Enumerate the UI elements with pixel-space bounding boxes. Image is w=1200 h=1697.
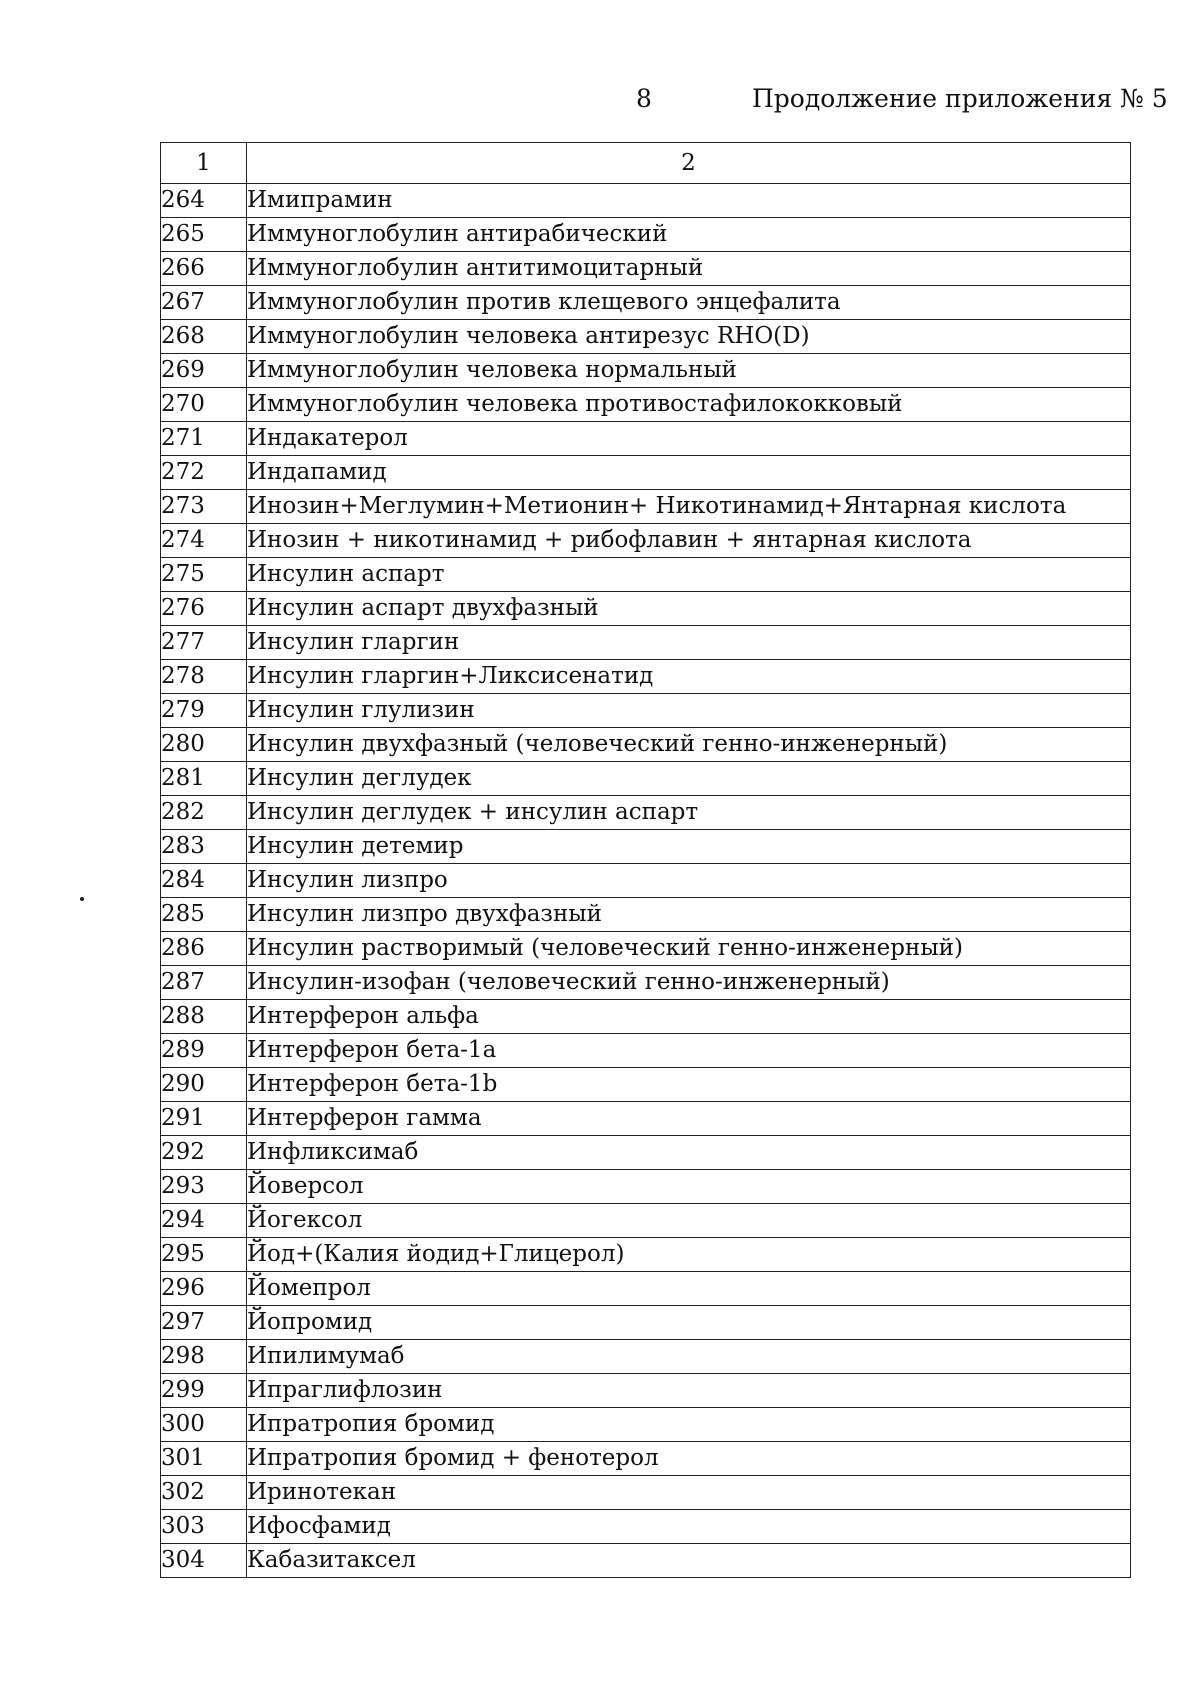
table-row xyxy=(161,694,1131,728)
row-number: 291 xyxy=(161,1102,247,1136)
row-number: 281 xyxy=(161,762,247,796)
row-number: 290 xyxy=(161,1068,247,1102)
drug-name: Йогексол xyxy=(247,1204,1131,1238)
table-row xyxy=(161,1272,1131,1306)
table-row xyxy=(161,1374,1131,1408)
row-number: 298 xyxy=(161,1340,247,1374)
table-row xyxy=(161,796,1131,830)
drug-name: Инсулин детемир xyxy=(247,830,1131,864)
table-row xyxy=(161,762,1131,796)
row-number: 286 xyxy=(161,932,247,966)
table-row xyxy=(161,1476,1131,1510)
table-row xyxy=(161,1068,1131,1102)
row-number: 302 xyxy=(161,1476,247,1510)
page-number: 8 xyxy=(636,84,652,113)
drug-name: Инфликсимаб xyxy=(247,1136,1131,1170)
column-header-number: 1 xyxy=(161,143,247,184)
table-row xyxy=(161,1102,1131,1136)
table-row xyxy=(161,898,1131,932)
row-number: 273 xyxy=(161,490,247,524)
table-row xyxy=(161,626,1131,660)
drug-name: Инсулин растворимый (человеческий генно-инженерный) xyxy=(247,932,1131,966)
drug-name: Инсулин глулизин xyxy=(247,694,1131,728)
drug-name: Кабазитаксел xyxy=(247,1544,1131,1578)
row-number: 265 xyxy=(161,218,247,252)
row-number: 279 xyxy=(161,694,247,728)
drug-name: Йопромид xyxy=(247,1306,1131,1340)
drug-name: Ипратропия бромид + фенотерол xyxy=(247,1442,1131,1476)
drug-table xyxy=(160,142,1131,1578)
drug-name: Интерферон бета-1b xyxy=(247,1068,1131,1102)
drug-name: Имипрамин xyxy=(247,184,1131,218)
row-number: 296 xyxy=(161,1272,247,1306)
row-number: 282 xyxy=(161,796,247,830)
table-row xyxy=(161,320,1131,354)
table-row xyxy=(161,966,1131,1000)
scan-dot xyxy=(80,897,84,901)
table-row xyxy=(161,218,1131,252)
table-row xyxy=(161,1000,1131,1034)
drug-name: Иммуноглобулин человека нормальный xyxy=(247,354,1131,388)
table-row xyxy=(161,932,1131,966)
row-number: 285 xyxy=(161,898,247,932)
drug-name: Индапамид xyxy=(247,456,1131,490)
row-number: 297 xyxy=(161,1306,247,1340)
table-row xyxy=(161,1544,1131,1578)
drug-name: Интерферон гамма xyxy=(247,1102,1131,1136)
drug-name: Йоверсол xyxy=(247,1170,1131,1204)
table-row xyxy=(161,1136,1131,1170)
row-number: 287 xyxy=(161,966,247,1000)
table-row xyxy=(161,1204,1131,1238)
row-number: 275 xyxy=(161,558,247,592)
row-number: 283 xyxy=(161,830,247,864)
row-number: 272 xyxy=(161,456,247,490)
table-row xyxy=(161,592,1131,626)
table-row xyxy=(161,388,1131,422)
drug-name: Иммуноглобулин против клещевого энцефалита xyxy=(247,286,1131,320)
drug-name: Ифосфамид xyxy=(247,1510,1131,1544)
row-number: 280 xyxy=(161,728,247,762)
drug-name: Инсулин аспарт двухфазный xyxy=(247,592,1131,626)
row-number: 301 xyxy=(161,1442,247,1476)
row-number: 288 xyxy=(161,1000,247,1034)
table-row xyxy=(161,1170,1131,1204)
table-row xyxy=(161,1034,1131,1068)
table-row xyxy=(161,490,1131,524)
drug-name: Иммуноглобулин антитимоцитарный xyxy=(247,252,1131,286)
row-number: 271 xyxy=(161,422,247,456)
row-number: 304 xyxy=(161,1544,247,1578)
table-row xyxy=(161,1510,1131,1544)
table-row xyxy=(161,286,1131,320)
table-header-row xyxy=(161,143,1131,184)
drug-name: Ипраглифлозин xyxy=(247,1374,1131,1408)
table-row xyxy=(161,456,1131,490)
row-number: 299 xyxy=(161,1374,247,1408)
drug-name: Ипилимумаб xyxy=(247,1340,1131,1374)
row-number: 266 xyxy=(161,252,247,286)
table-row xyxy=(161,830,1131,864)
row-number: 267 xyxy=(161,286,247,320)
drug-name: Инсулин двухфазный (человеческий генно-инженерный) xyxy=(247,728,1131,762)
drug-name: Индакатерол xyxy=(247,422,1131,456)
table-row xyxy=(161,1306,1131,1340)
header-note: Продолжение приложения № 5 xyxy=(752,84,1168,113)
drug-name: Инсулин-изофан (человеческий генно-инженерный) xyxy=(247,966,1131,1000)
row-number: 278 xyxy=(161,660,247,694)
table-row xyxy=(161,1238,1131,1272)
drug-name: Иммуноглобулин человека антирезус RHO(D) xyxy=(247,320,1131,354)
table-row xyxy=(161,1442,1131,1476)
drug-name: Йод+(Калия йодид+Глицерол) xyxy=(247,1238,1131,1272)
table-row xyxy=(161,354,1131,388)
row-number: 300 xyxy=(161,1408,247,1442)
drug-name: Инсулин лизпро двухфазный xyxy=(247,898,1131,932)
row-number: 277 xyxy=(161,626,247,660)
row-number: 264 xyxy=(161,184,247,218)
row-number: 269 xyxy=(161,354,247,388)
row-number: 289 xyxy=(161,1034,247,1068)
row-number: 274 xyxy=(161,524,247,558)
table-row xyxy=(161,660,1131,694)
table-row xyxy=(161,252,1131,286)
table-row xyxy=(161,1408,1131,1442)
table-row xyxy=(161,524,1131,558)
drug-name: Инсулин деглудек xyxy=(247,762,1131,796)
row-number: 303 xyxy=(161,1510,247,1544)
drug-name: Йомепрол xyxy=(247,1272,1131,1306)
table-row xyxy=(161,184,1131,218)
drug-name: Иммуноглобулин человека противостафилококковый xyxy=(247,388,1131,422)
drug-name: Инсулин деглудек + инсулин аспарт xyxy=(247,796,1131,830)
row-number: 270 xyxy=(161,388,247,422)
drug-name: Иринотекан xyxy=(247,1476,1131,1510)
table-row xyxy=(161,558,1131,592)
table-row xyxy=(161,864,1131,898)
drug-name: Инсулин гларгин xyxy=(247,626,1131,660)
drug-name: Интерферон альфа xyxy=(247,1000,1131,1034)
column-header-name: 2 xyxy=(247,143,1131,184)
row-number: 294 xyxy=(161,1204,247,1238)
drug-name: Инозин + никотинамид + рибофлавин + янтарная кислота xyxy=(247,524,1131,558)
table-row xyxy=(161,1340,1131,1374)
drug-name: Инсулин аспарт xyxy=(247,558,1131,592)
drug-name: Инсулин лизпро xyxy=(247,864,1131,898)
drug-name: Ипратропия бромид xyxy=(247,1408,1131,1442)
drug-name: Иммуноглобулин антирабический xyxy=(247,218,1131,252)
row-number: 292 xyxy=(161,1136,247,1170)
drug-name: Интерферон бета-1a xyxy=(247,1034,1131,1068)
row-number: 293 xyxy=(161,1170,247,1204)
row-number: 268 xyxy=(161,320,247,354)
table-body xyxy=(161,184,1131,1578)
table-row xyxy=(161,728,1131,762)
table-row xyxy=(161,422,1131,456)
row-number: 276 xyxy=(161,592,247,626)
row-number: 284 xyxy=(161,864,247,898)
row-number: 295 xyxy=(161,1238,247,1272)
drug-name: Инсулин гларгин+Ликсисенатид xyxy=(247,660,1131,694)
drug-name: Инозин+Меглумин+Метионин+ Никотинамид+Янтарная кислота xyxy=(247,490,1131,524)
